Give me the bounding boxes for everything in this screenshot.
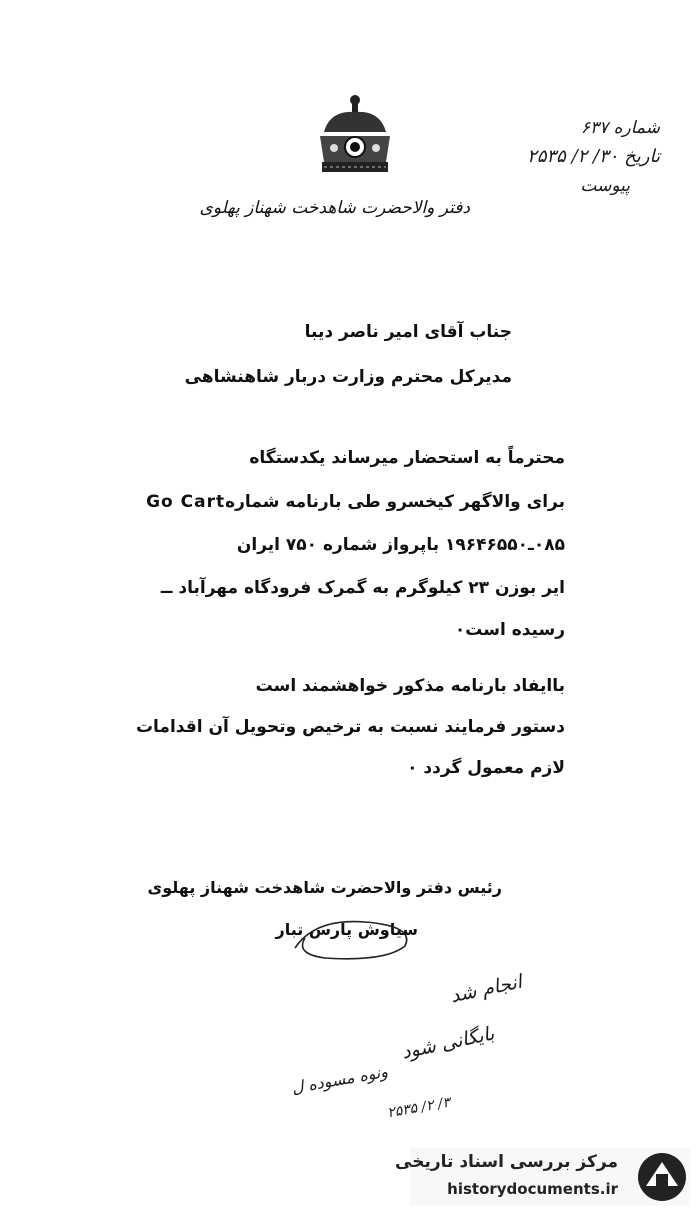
body-line: Go Cartبرای والاگهر کیخسرو طی بارنامه شماره xyxy=(146,492,565,512)
handwritten-note: بایگانی شود xyxy=(399,1022,497,1064)
body-line: محترماً به استحضار میرساند یکدستگاه xyxy=(249,448,565,468)
watermark-title: مرکز بررسی اسناد تاریخی xyxy=(395,1152,618,1172)
signatory-name: سیاوش پارس تبار xyxy=(275,920,418,939)
watermark-url: historydocuments.ir xyxy=(447,1180,618,1198)
signatory-title: رئیس دفتر والاحضرت شاهدخت شهناز پهلوی xyxy=(147,878,502,897)
addressee-title: مدیرکل محترم وزارت دربار شاهنشاهی xyxy=(184,367,512,387)
body-line: ۰۸۵ـ۱۹۶۴۶۵۵۰ باپرواز شماره ۷۵۰ ایران xyxy=(236,535,565,555)
body-line: ایر بوزن ۲۳ کیلوگرم به گمرک فرودگاه مهرآباد ــ xyxy=(160,578,565,598)
addressee-name: جناب آقای امیر ناصر دیبا xyxy=(304,322,512,342)
office-header: دفتر والاحضرت شاهدخت شهناز پهلوی xyxy=(199,198,470,218)
letter-date: تاریخ ۳۰/ ۲/ ۲۵۳۵ xyxy=(527,146,660,167)
imperial-crown-emblem xyxy=(310,92,400,178)
signature-scribble xyxy=(285,908,435,968)
letter-number: شماره ۶۳۷ xyxy=(580,118,660,138)
body-line: دستور فرمایند نسبت به ترخیص وتحویل آن اقدامات xyxy=(135,717,565,737)
attachment-label: پیوست xyxy=(580,176,630,196)
handwritten-note: ۲۵۳۵ /۲ /۳ xyxy=(385,1094,451,1122)
body-line: لازم معمول گردد ٠ xyxy=(407,758,565,778)
handwritten-note: ونوه مسوده ل xyxy=(289,1061,389,1098)
handwritten-note: انجام شد xyxy=(448,970,524,1008)
body-line: رسیده است٠ xyxy=(454,620,565,640)
body-line: باایفاد بارنامه مذکور خواهشمند است xyxy=(255,676,565,696)
